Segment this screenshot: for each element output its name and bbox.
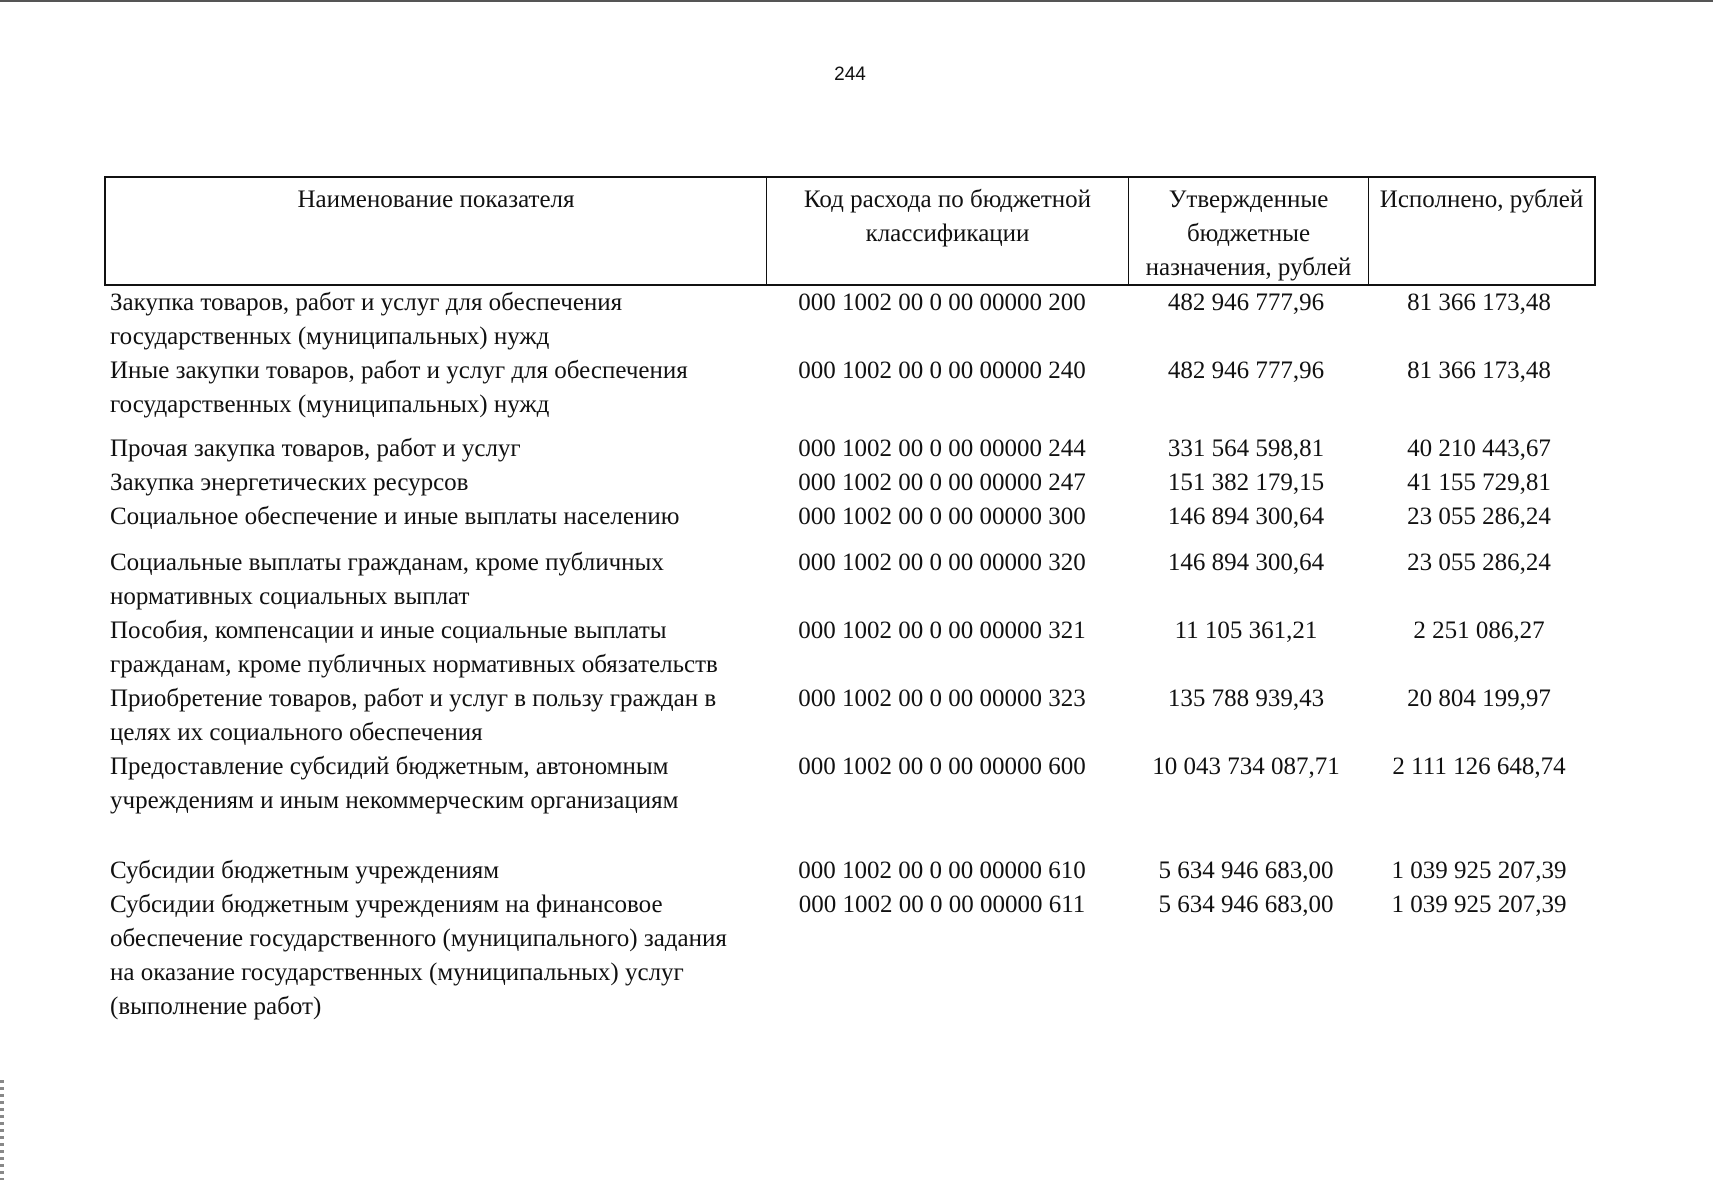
row-name: Пособия, компенсации и иные социальные выплаты гражданам, кроме публичных нормативных обязательств <box>110 617 718 678</box>
row-code: 000 1002 00 0 00 00000 610 <box>798 857 1086 884</box>
row-approved: 5 634 946 683,00 <box>1158 891 1334 918</box>
table-row <box>104 500 1596 534</box>
table-header <box>104 176 1596 286</box>
row-name: Иные закупки товаров, работ и услуг для обеспечения государственных (муниципальных) нужд <box>110 357 688 418</box>
scan-edge-mark <box>0 1080 4 1180</box>
table-row <box>104 354 1596 422</box>
row-approved: 10 043 734 087,71 <box>1152 753 1340 780</box>
row-name: Социальные выплаты гражданам, кроме публичных нормативных социальных выплат <box>110 549 664 610</box>
row-approved: 331 564 598,81 <box>1167 435 1325 462</box>
table-row <box>104 750 1596 818</box>
row-code: 000 1002 00 0 00 00000 240 <box>798 357 1086 384</box>
row-approved: 482 946 777,96 <box>1167 289 1325 316</box>
row-approved: 482 946 777,96 <box>1167 357 1325 384</box>
scan-border-line <box>0 0 1713 2</box>
row-name: Приобретение товаров, работ и услуг в пользу граждан в целях их социального обеспечения <box>110 685 717 746</box>
row-name: Закупка товаров, работ и услуг для обеспечения государственных (муниципальных) нужд <box>110 289 623 350</box>
page-number: 244 <box>834 64 866 85</box>
row-approved: 151 382 179,15 <box>1167 469 1325 496</box>
table-row <box>104 854 1596 888</box>
row-executed: 20 804 199,97 <box>1407 685 1551 712</box>
row-code: 000 1002 00 0 00 00000 200 <box>798 289 1086 316</box>
row-executed: 41 155 729,81 <box>1407 469 1551 496</box>
row-executed: 40 210 443,67 <box>1407 435 1551 462</box>
header-name: Наименование показателя <box>297 186 575 213</box>
row-executed: 81 366 173,48 <box>1407 357 1551 384</box>
header-approved: Утвержденные бюджетные назначения, рублей <box>1128 178 1368 284</box>
row-code: 000 1002 00 0 00 00000 321 <box>798 617 1086 644</box>
row-approved: 11 105 361,21 <box>1174 617 1318 644</box>
row-approved: 146 894 300,64 <box>1167 503 1325 530</box>
header-code: Код расхода по бюджетной классификации <box>766 178 1128 284</box>
row-executed: 2 251 086,27 <box>1413 617 1545 644</box>
row-executed: 1 039 925 207,39 <box>1391 857 1567 884</box>
table-body <box>104 286 1596 1024</box>
row-code: 000 1002 00 0 00 00000 300 <box>798 503 1086 530</box>
row-executed: 1 039 925 207,39 <box>1391 891 1567 918</box>
row-name: Субсидии бюджетным учреждениям <box>110 857 500 884</box>
row-name: Социальное обеспечение и иные выплаты населению <box>110 503 680 530</box>
table-row <box>104 546 1596 614</box>
row-approved: 146 894 300,64 <box>1167 549 1325 576</box>
table-row <box>104 888 1596 1024</box>
table-row <box>104 432 1596 466</box>
table-row <box>104 286 1596 354</box>
row-executed: 23 055 286,24 <box>1407 549 1551 576</box>
header-executed: Исполнено, рублей <box>1368 178 1594 284</box>
row-code: 000 1002 00 0 00 00000 247 <box>798 469 1086 496</box>
row-executed: 81 366 173,48 <box>1407 289 1551 316</box>
row-code: 000 1002 00 0 00 00000 611 <box>798 891 1086 918</box>
row-name: Закупка энергетических ресурсов <box>110 469 469 496</box>
row-code: 000 1002 00 0 00 00000 323 <box>798 685 1086 712</box>
table-row <box>104 466 1596 500</box>
row-executed: 2 111 126 648,74 <box>1392 753 1566 780</box>
row-approved: 5 634 946 683,00 <box>1158 857 1334 884</box>
row-code: 000 1002 00 0 00 00000 244 <box>798 435 1086 462</box>
table-row <box>104 682 1596 750</box>
row-executed: 23 055 286,24 <box>1407 503 1551 530</box>
row-code: 000 1002 00 0 00 00000 600 <box>798 753 1086 780</box>
row-approved: 135 788 939,43 <box>1167 685 1325 712</box>
row-name: Субсидии бюджетным учреждениям на финансовое обеспечение государственного (муниципального) задания на оказание государственных (муниципальных) услуг (выполнение работ) <box>110 891 727 1020</box>
row-name: Прочая закупка товаров, работ и услуг <box>110 435 521 462</box>
table-row <box>104 614 1596 682</box>
row-name: Предоставление субсидий бюджетным, автономным учреждениям и иным некоммерческим организациям <box>110 753 679 814</box>
row-code: 000 1002 00 0 00 00000 320 <box>798 549 1086 576</box>
